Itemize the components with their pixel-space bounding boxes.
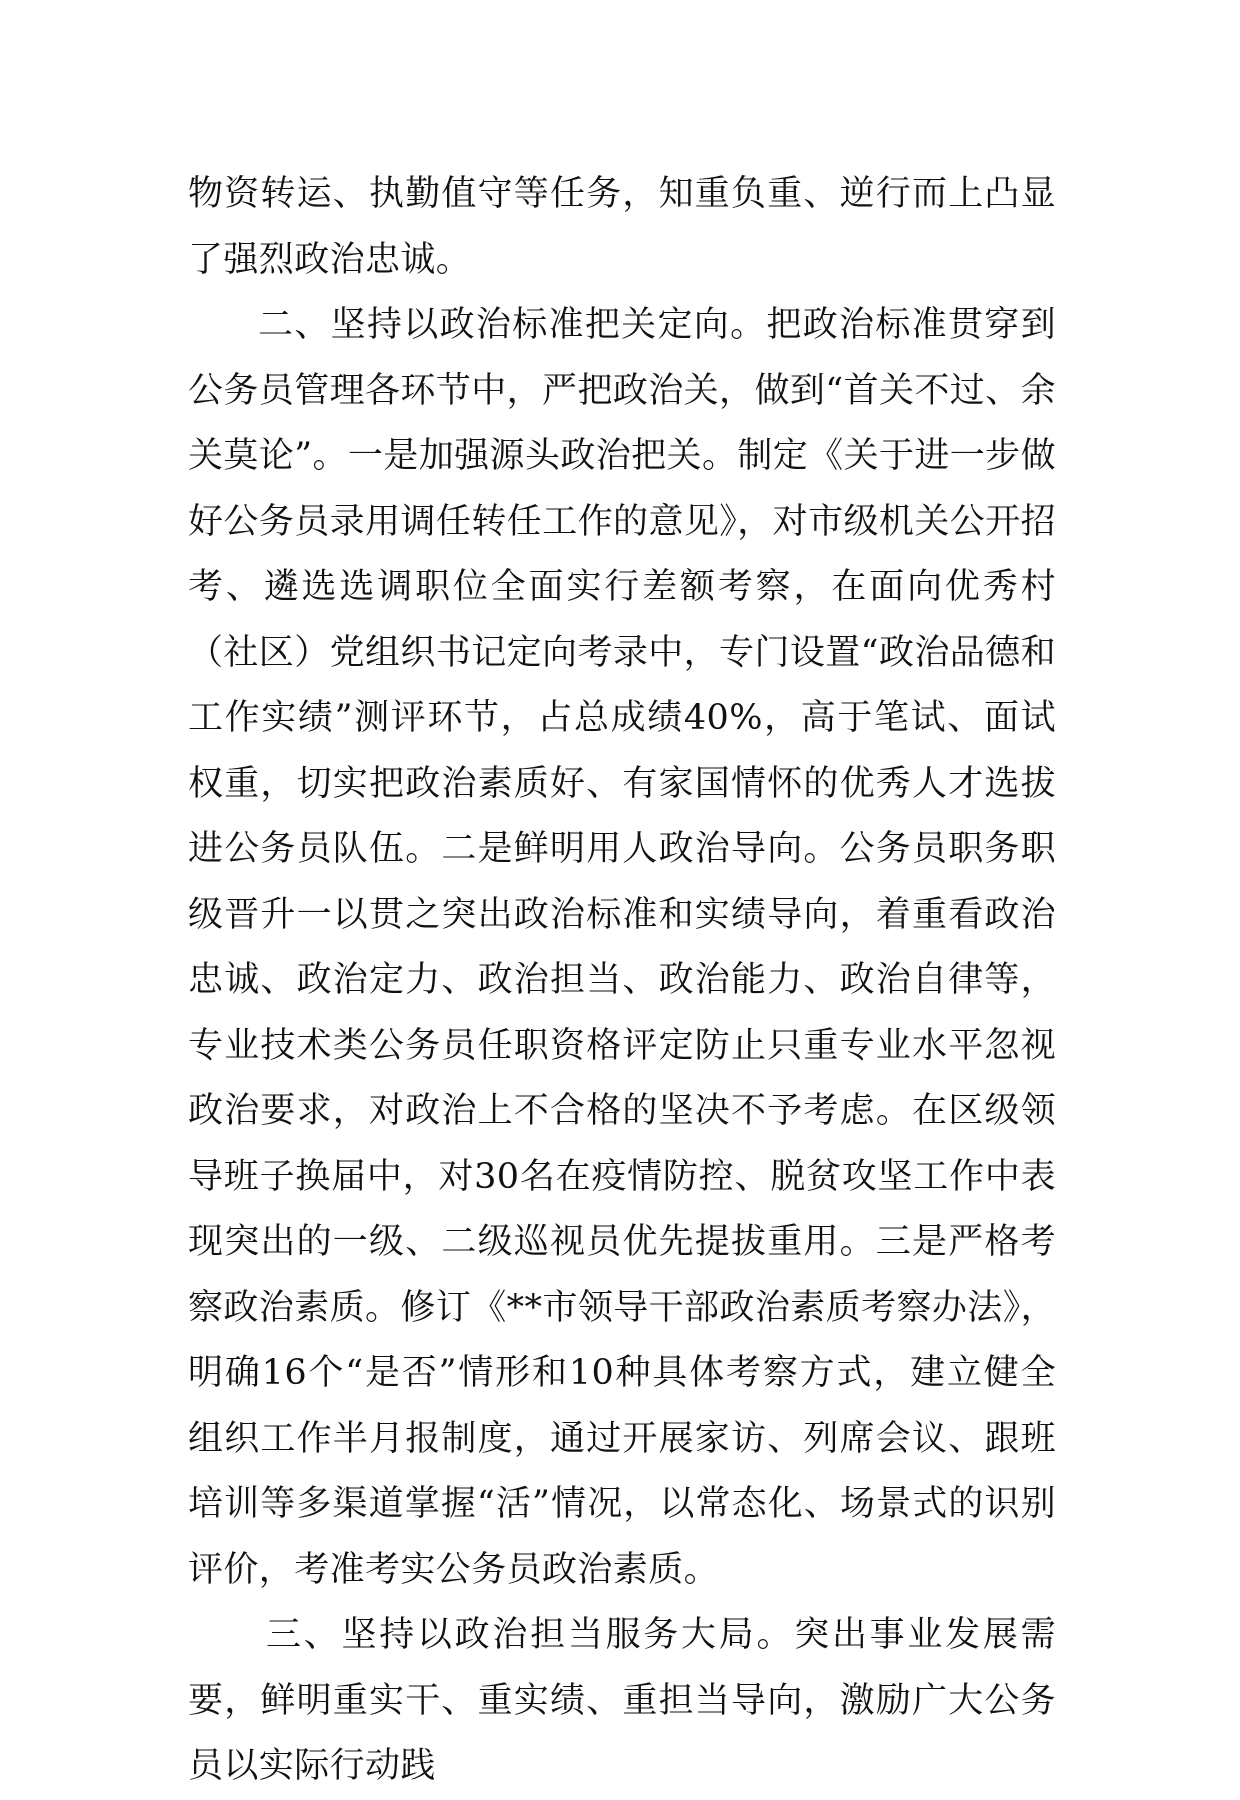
paragraph-section-three: 三、坚持以政治担当服务大局。突出事业发展需要，鲜明重实干、重实绩、重担当导向，激励广大公务员以实际行动践 — [188, 1615, 1056, 1786]
paragraph-continuation: 物资转运、执勤值守等任务，知重负重、逆行而上凸显了强烈政治忠诚。 — [188, 174, 1056, 280]
paragraph-section-two: 二、坚持以政治标准把关定向。把政治标准贯穿到公务员管理各环节中，严把政治关，做到“首关不过、余关莫论”。一是加强源头政治把关。制定《关于进一步做好公务员录用调任转任工作的意见》，对市级机关公开招考、遴选选调职位全面实行差额考察，在面向优秀村（社区）党组织书记定向考录中，专门设置“政治品德和工作实绩”测评环节，占总成绩40%，高于笔试、面试权重，切实把政治素质好、有家国情怀的优秀人才选拔进公务员队伍。二是鲜明用人政治导向。公务员职务职级晋升一以贯之突出政治标准和实绩导向，着重看政治忠诚、政治定力、政治担当、政治能力、政治自律等，专业技术类公务员任职资格评定防止只重专业水平忽视政治要求，对政治上不合格的坚决不予考虑。在区级领导班子换届中，对30名在疫情防控、脱贫攻坚工作中表现突出的一级、二级巡视员优先提拔重用。三是严格考察政治素质。修订《**市领导干部政治素质考察办法》，明确16个“是否”情形和10种具体考察方式，建立健全组织工作半月报制度，通过开展家访、列席会议、跟班培训等多渠道掌握“活”情况，以常态化、场景式的识别评价，考准考实公务员政治素质。 — [188, 305, 1056, 1590]
document-body — [188, 162, 1056, 1800]
